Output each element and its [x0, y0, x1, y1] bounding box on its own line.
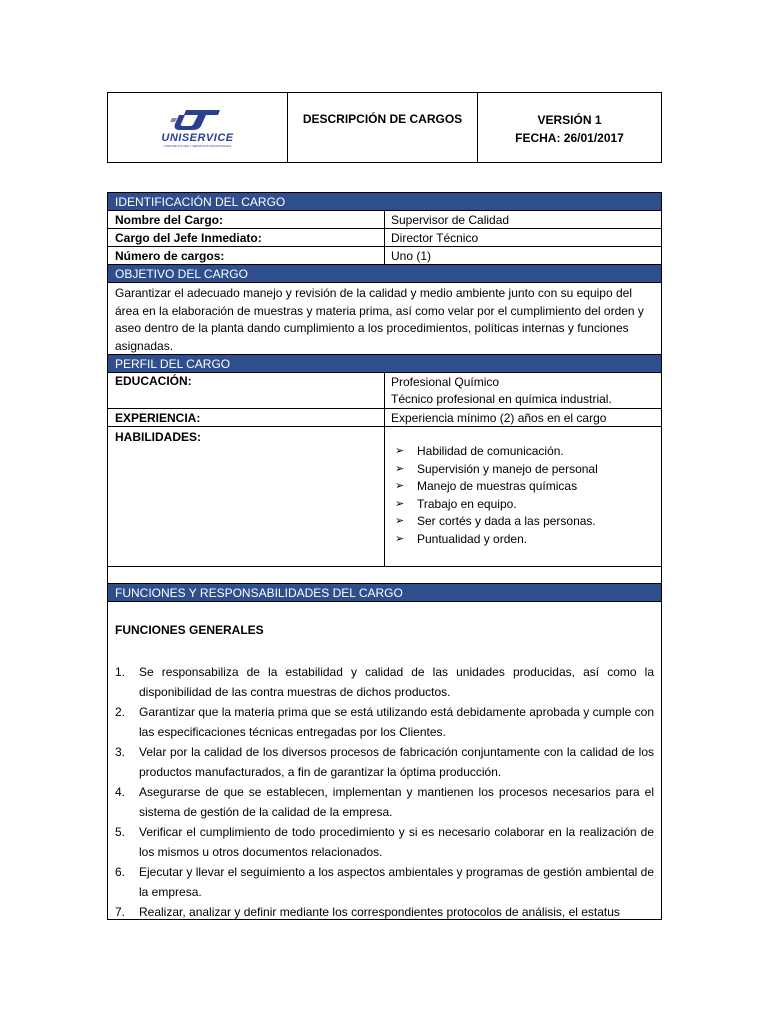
funciones-generales-title: FUNCIONES GENERALES [115, 623, 264, 637]
version-label: VERSIÓN 1 [537, 113, 602, 127]
arrow-bullet-icon: ➢ [395, 532, 405, 545]
row-educacion [108, 373, 661, 409]
arrow-bullet-icon: ➢ [395, 480, 405, 492]
row-numero-cargos [108, 247, 661, 265]
logo-subtitle: CONSTRUCTORA Y SERVICIOS INDUSTRIALES [163, 143, 232, 148]
item-text: Garantizar que la materia prima que se está utilizando está debidamente aprobada y cumple con las especificaciones técnicas entregadas por los Clientes. [139, 705, 654, 739]
label-experiencia: EXPERIENCIA: [108, 409, 385, 426]
item-text: Realizar, analizar y definir mediante los correspondientes protocolos de análisis, el estatus [139, 905, 620, 919]
educacion-line: Técnico profesional en química industrial. [391, 392, 612, 406]
list-item [115, 702, 654, 742]
list-item [115, 822, 654, 862]
job-description-table [107, 192, 662, 920]
date-label: FECHA: 26/01/2017 [515, 131, 624, 145]
educacion-line: Profesional Químico [391, 375, 500, 389]
item-number: 1. [115, 665, 126, 679]
row-nombre-cargo [108, 211, 661, 229]
section-funciones: FUNCIONES Y RESPONSABILIDADES DEL CARGO [108, 584, 661, 602]
item-text: Verificar el cumplimiento de todo procedimiento y si es necesario colaborar en la realización de los mismos u otros documentos relacionados. [139, 825, 654, 859]
list-item [115, 782, 654, 822]
row-experiencia [108, 409, 661, 427]
label-educacion: EDUCACIÓN: [108, 373, 385, 408]
value-educacion [385, 373, 661, 408]
funciones-body [108, 622, 661, 920]
uniservice-logo [161, 108, 233, 148]
habilidad-text: Puntualidad y orden. [417, 531, 528, 546]
arrow-bullet-icon: ➢ [395, 445, 405, 457]
label-nombre-cargo: Nombre del Cargo: [108, 211, 385, 228]
list-item [115, 862, 654, 902]
value-nombre-cargo: Supervisor de Calidad [391, 213, 510, 227]
item-text: Ejecutar y llevar el seguimiento a los aspectos ambientales y programas de gestión ambiental de la empresa. [139, 865, 654, 899]
empty-row [108, 567, 661, 584]
item-number: 7. [115, 905, 126, 919]
document-header [107, 92, 662, 163]
arrow-bullet-icon: ➢ [395, 462, 405, 475]
item-number: 4. [115, 785, 126, 799]
item-text: Velar por la calidad de los diversos procesos de fabricación conjuntamente con la calidad de los productos manufacturados, a fin de garantizar la óptima producción. [139, 745, 654, 779]
label-numero-cargos: Número de cargos: [108, 247, 385, 264]
list-item [395, 443, 661, 461]
label-jefe-inmediato: Cargo del Jefe Inmediato: [108, 229, 385, 246]
list-item [395, 478, 661, 496]
value-experiencia: Experiencia mínimo (2) años en el cargo [391, 411, 607, 425]
label-habilidades: HABILIDADES: [108, 427, 385, 566]
habilidad-text: Trabajo en equipo. [417, 496, 517, 511]
habilidades-list [391, 427, 661, 548]
habilidad-text: Manejo de muestras químicas [417, 479, 578, 493]
list-item [115, 662, 654, 702]
list-item [395, 461, 661, 479]
objetivo-text: Garantizar el adecuado manejo y revisión de la calidad y medio ambiente junto con su equipo del área en la elaboración de muestras y materia prima, así como velar por el cumplimiento del orden y aseo dentro de la planta dando cumplimiento a los procedimientos, políticas internas y funciones asignadas. [108, 283, 661, 355]
item-text: Se responsabiliza de la estabilidad y calidad de las unidades producidas, así como la disponibilidad de las contra muestras de dichos productos. [139, 665, 654, 699]
row-habilidades [108, 427, 661, 567]
arrow-bullet-icon: ➢ [395, 497, 405, 510]
item-number: 3. [115, 745, 126, 759]
habilidad-text: Habilidad de comunicación. [417, 444, 564, 458]
list-item [395, 513, 661, 531]
section-objetivo: OBJETIVO DEL CARGO [108, 265, 661, 283]
document-title: DESCRIPCIÓN DE CARGOS [288, 93, 478, 162]
section-perfil: PERFIL DEL CARGO [108, 355, 661, 373]
item-number: 6. [115, 865, 126, 879]
list-item [115, 902, 654, 920]
item-number: 2. [115, 705, 126, 719]
value-numero-cargos: Uno (1) [391, 249, 432, 263]
value-jefe-inmediato: Director Técnico [391, 231, 479, 245]
arrow-bullet-icon: ➢ [395, 515, 405, 527]
row-jefe-inmediato [108, 229, 661, 247]
habilidad-text: Supervisión y manejo de personal [417, 461, 598, 476]
logo-mark-icon [168, 108, 228, 132]
logo-cell [108, 93, 288, 162]
value-habilidades [385, 427, 661, 566]
funciones-list [115, 662, 654, 920]
habilidad-text: Ser cortés y dada a las personas. [417, 514, 596, 528]
list-item [115, 742, 654, 782]
logo-text: UNISERVICE [161, 131, 234, 144]
item-number: 5. [115, 825, 126, 839]
section-identificacion: IDENTIFICACIÓN DEL CARGO [108, 193, 661, 211]
item-text: Asegurarse de que se establecen, implementan y mantienen los procesos necesarios para el sistema de gestión de la calidad de la empresa. [139, 785, 654, 819]
list-item [395, 531, 661, 549]
list-item [395, 496, 661, 514]
version-cell [478, 93, 661, 162]
